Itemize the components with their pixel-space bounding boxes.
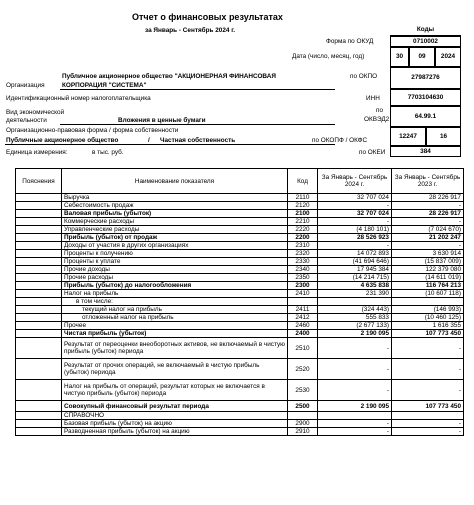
table-row xyxy=(16,412,464,420)
current-value: 14 072 893 xyxy=(318,250,392,258)
indicator-name: текущий налог на прибыль xyxy=(62,306,288,314)
row-code: 2411 xyxy=(288,306,318,314)
header-current: За Январь - Сентябрь 2024 г. xyxy=(318,169,392,194)
indicator-name: Прибыль (убыток) до налогообложения xyxy=(62,282,288,290)
indicator-name: Совокупный финансовый результат периода xyxy=(62,401,288,412)
header-previous: За Январь - Сентябрь 2023 г. xyxy=(392,169,464,194)
previous-value: (10 607 118) xyxy=(392,290,464,298)
notes-cell xyxy=(16,234,62,242)
table-row xyxy=(16,282,464,290)
current-value: - xyxy=(318,338,392,359)
notes-cell xyxy=(16,242,62,250)
table-row xyxy=(16,194,464,202)
current-value: - xyxy=(318,242,392,250)
row-code: 2910 xyxy=(288,428,318,436)
okved-label-1: по xyxy=(376,107,384,114)
notes-cell xyxy=(16,401,62,412)
table-row xyxy=(16,210,464,218)
notes-cell xyxy=(16,274,62,282)
notes-cell xyxy=(16,420,62,428)
previous-value: 107 773 450 xyxy=(392,330,464,338)
current-value: (2 677 133) xyxy=(318,322,392,330)
table-row xyxy=(16,226,464,234)
previous-value: (10 460 125) xyxy=(392,314,464,322)
header-name: Наименование показателя xyxy=(62,169,288,194)
row-code: 2310 xyxy=(288,242,318,250)
notes-cell xyxy=(16,338,62,359)
current-value: - xyxy=(318,428,392,436)
okfs-value: 16 xyxy=(426,127,461,146)
table-row xyxy=(16,330,464,338)
indicator-name: отложенный налог на прибыль xyxy=(62,314,288,322)
indicator-name: Налог на прибыль от операций, результат которых не включается в чистую прибыль (убыток) периода xyxy=(62,380,288,401)
row-code: 2320 xyxy=(288,250,318,258)
row-code: 2510 xyxy=(288,338,318,359)
activity-label-1: Вид экономической xyxy=(6,109,65,116)
indicator-name: Себестоимость продаж xyxy=(62,202,288,210)
okopf-label: по ОКОПФ / ОКФС xyxy=(312,137,368,144)
table-row xyxy=(16,380,464,401)
current-value xyxy=(318,412,392,420)
okpo-label: по ОКПО xyxy=(350,73,378,80)
indicator-name: Прочие доходы xyxy=(62,266,288,274)
row-code: 2120 xyxy=(288,202,318,210)
notes-cell xyxy=(16,210,62,218)
current-value xyxy=(318,298,392,306)
row-code: 2220 xyxy=(288,226,318,234)
indicator-name: Результат от переоценки внеоборотных активов, не включаемый в чистую прибыль (убыток) периода xyxy=(62,338,288,359)
previous-value: - xyxy=(392,218,464,226)
report-period: за Январь - Сентябрь 2024 г. xyxy=(145,27,236,34)
inn-label: ИНН xyxy=(366,95,380,102)
table-row xyxy=(16,338,464,359)
row-code: 2200 xyxy=(288,234,318,242)
notes-cell xyxy=(16,266,62,274)
table-row xyxy=(16,258,464,266)
row-code: 2400 xyxy=(288,330,318,338)
indicator-name: Чистая прибыль (убыток) xyxy=(62,330,288,338)
table-row xyxy=(16,401,464,412)
previous-value: - xyxy=(392,359,464,380)
row-code: 2300 xyxy=(288,282,318,290)
current-value: 17 945 384 xyxy=(318,266,392,274)
notes-cell xyxy=(16,412,62,420)
ownership-value: Частная собственность xyxy=(160,137,236,144)
table-row xyxy=(16,250,464,258)
date-day: 30 xyxy=(390,47,409,67)
indicator-name: Прочее xyxy=(62,322,288,330)
notes-cell xyxy=(16,194,62,202)
notes-cell xyxy=(16,282,62,290)
row-code: 2210 xyxy=(288,218,318,226)
indicator-name: Результат от прочих операций, не включаемый в чистую прибыль (убыток) периода xyxy=(62,359,288,380)
indicator-name: Проценты к получению xyxy=(62,250,288,258)
notes-cell xyxy=(16,428,62,436)
okved-label-2: ОКВЭД2 xyxy=(364,116,390,123)
indicator-name: Проценты к уплате xyxy=(62,258,288,266)
current-value: 231 390 xyxy=(318,290,392,298)
previous-value: - xyxy=(392,420,464,428)
indicator-name: Валовая прибыль (убыток) xyxy=(62,210,288,218)
financial-results-table xyxy=(15,168,464,436)
current-value: (14 214 715) xyxy=(318,274,392,282)
previous-value: (7 024 670) xyxy=(392,226,464,234)
previous-value: - xyxy=(392,242,464,250)
table-row xyxy=(16,242,464,250)
current-value: - xyxy=(318,202,392,210)
row-code: 2412 xyxy=(288,314,318,322)
notes-cell xyxy=(16,380,62,401)
row-code: 2100 xyxy=(288,210,318,218)
inn-value: 7703104630 xyxy=(390,89,461,106)
indicator-name: в том числе: xyxy=(62,298,288,306)
previous-value: - xyxy=(392,380,464,401)
current-value: 28 526 923 xyxy=(318,234,392,242)
table-row xyxy=(16,218,464,226)
current-value: 4 635 838 xyxy=(318,282,392,290)
header-code: Код xyxy=(288,169,318,194)
previous-value: - xyxy=(392,202,464,210)
table-row xyxy=(16,234,464,242)
date-month: 09 xyxy=(409,47,435,67)
legal-form-value: Публичные акционерное общество xyxy=(6,137,119,144)
notes-cell xyxy=(16,322,62,330)
row-code: 2520 xyxy=(288,359,318,380)
previous-value: 21 202 247 xyxy=(392,234,464,242)
current-value: - xyxy=(318,359,392,380)
row-code: 2530 xyxy=(288,380,318,401)
table-body xyxy=(16,194,464,436)
inn-row-label: Идентификационный номер налогоплательщика xyxy=(6,95,151,102)
table-row xyxy=(16,306,464,314)
unit-value: в тыс. руб. xyxy=(92,149,124,156)
header-notes: Пояснения xyxy=(16,169,62,194)
previous-value: (146 993) xyxy=(392,306,464,314)
current-value: 2 190 095 xyxy=(318,401,392,412)
current-value: - xyxy=(318,420,392,428)
previous-value: 28 226 917 xyxy=(392,210,464,218)
notes-cell xyxy=(16,226,62,234)
indicator-name: Прибыль (убыток) от продаж xyxy=(62,234,288,242)
notes-cell xyxy=(16,258,62,266)
notes-cell xyxy=(16,330,62,338)
table-row xyxy=(16,290,464,298)
notes-cell xyxy=(16,218,62,226)
notes-cell xyxy=(16,290,62,298)
report-title: Отчет о финансовых результатах xyxy=(132,12,283,22)
table-row xyxy=(16,420,464,428)
previous-value: (14 611 019) xyxy=(392,274,464,282)
table-header-row xyxy=(16,169,464,194)
okud-value: 0710002 xyxy=(390,36,461,47)
table-row xyxy=(16,359,464,380)
notes-cell xyxy=(16,202,62,210)
table-row xyxy=(16,266,464,274)
indicator-name: СПРАВОЧНО xyxy=(62,412,288,420)
previous-value: - xyxy=(392,338,464,359)
table-row xyxy=(16,314,464,322)
okopf-value: 12247 xyxy=(390,127,426,146)
indicator-name: Коммерческие расходы xyxy=(62,218,288,226)
current-value: - xyxy=(318,380,392,401)
codes-header: Коды xyxy=(416,26,435,33)
table-row xyxy=(16,322,464,330)
row-code: 2500 xyxy=(288,401,318,412)
current-value: (4 180 101) xyxy=(318,226,392,234)
indicator-name: Управленческие расходы xyxy=(62,226,288,234)
indicator-name: Прочие расходы xyxy=(62,274,288,282)
org-name-line2: КОРПОРАЦИЯ "СИСТЕМА" xyxy=(62,82,147,89)
previous-value: (15 837 009) xyxy=(392,258,464,266)
indicator-name: Налог на прибыль xyxy=(62,290,288,298)
row-code: 2900 xyxy=(288,420,318,428)
current-value: 555 833 xyxy=(318,314,392,322)
table-row xyxy=(16,274,464,282)
okei-label: по ОКЕИ xyxy=(359,149,386,156)
unit-label: Единица измерения: xyxy=(6,149,68,156)
row-code: 2110 xyxy=(288,194,318,202)
indicator-name: Доходы от участия в других организациях xyxy=(62,242,288,250)
table-row xyxy=(16,298,464,306)
previous-value: - xyxy=(392,428,464,436)
current-value: (324 443) xyxy=(318,306,392,314)
row-code xyxy=(288,298,318,306)
previous-value: 107 773 450 xyxy=(392,401,464,412)
okei-value: 384 xyxy=(390,146,461,157)
indicator-name: Разводненная прибыль (убыток) на акцию xyxy=(62,428,288,436)
notes-cell xyxy=(16,250,62,258)
current-value: 32 707 024 xyxy=(318,210,392,218)
row-code xyxy=(288,412,318,420)
date-year: 2024 xyxy=(435,47,461,67)
row-code: 2410 xyxy=(288,290,318,298)
row-code: 2340 xyxy=(288,266,318,274)
row-code: 2350 xyxy=(288,274,318,282)
previous-value: 116 764 213 xyxy=(392,282,464,290)
okpo-value: 27987276 xyxy=(390,67,461,89)
row-code: 2330 xyxy=(288,258,318,266)
okud-label: Форма по ОКУД xyxy=(326,38,374,45)
notes-cell xyxy=(16,306,62,314)
previous-value: 1 616 355 xyxy=(392,322,464,330)
previous-value: 28 226 917 xyxy=(392,194,464,202)
indicator-name: Выручка xyxy=(62,194,288,202)
indicator-name: Базовая прибыль (убыток) на акцию xyxy=(62,420,288,428)
previous-value xyxy=(392,298,464,306)
okved-value: 64.99.1 xyxy=(390,106,461,127)
legal-form-slash: / xyxy=(148,137,150,144)
org-label: Организация xyxy=(6,82,45,89)
current-value: 32 707 024 xyxy=(318,194,392,202)
previous-value: 122 379 080 xyxy=(392,266,464,274)
row-code: 2460 xyxy=(288,322,318,330)
current-value: 2 190 095 xyxy=(318,330,392,338)
previous-value xyxy=(392,412,464,420)
table-row xyxy=(16,428,464,436)
notes-cell xyxy=(16,314,62,322)
org-name-line1: Публичное акционерное общество "АКЦИОНЕРНАЯ ФИНАНСОВАЯ xyxy=(62,73,276,80)
current-value: (41 694 646) xyxy=(318,258,392,266)
notes-cell xyxy=(16,298,62,306)
date-label: Дата (число, месяц, год) xyxy=(292,53,365,60)
table-row xyxy=(16,202,464,210)
activity-value: Вложения в ценные бумаги xyxy=(118,117,206,124)
activity-label-2: деятельности xyxy=(6,117,47,124)
legal-form-label: Организационно-правовая форма / форма собственности xyxy=(6,127,179,134)
previous-value: 3 630 914 xyxy=(392,250,464,258)
notes-cell xyxy=(16,359,62,380)
current-value: - xyxy=(318,218,392,226)
